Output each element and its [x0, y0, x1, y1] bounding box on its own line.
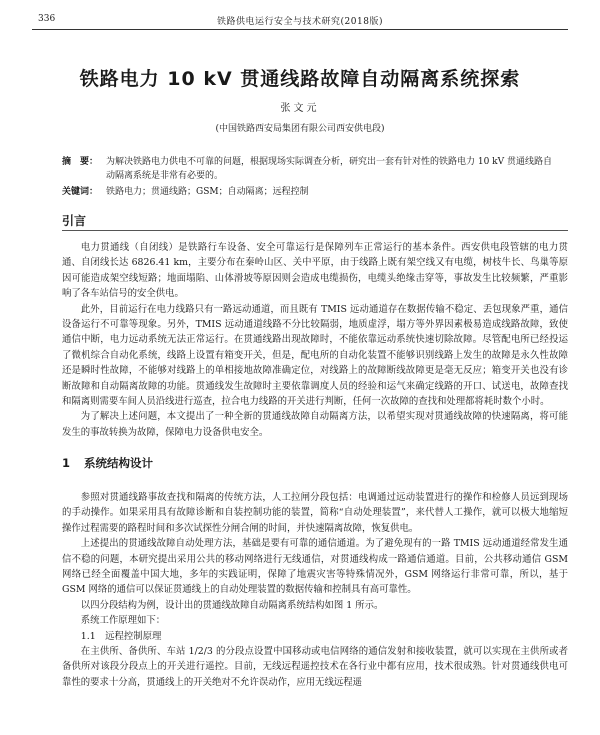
- section-title: 系统结构设计: [84, 456, 153, 470]
- keywords-text: 铁路电力；贯通线路；GSM；自动隔离；远程控制: [106, 187, 309, 197]
- intro-heading: 引言: [62, 214, 87, 228]
- header-rule: [32, 29, 568, 30]
- paragraph: 参照对贯通线路事故查找和隔离的传统方法，人工拉闸分段包括：电调通过远动装置进行的操作和检修人员远到现场的手动操作。如果采用具有故障诊断和自装控制功能的装置，简称“自动处理装置”，来代替人工操作，就可以极大地缩短操作过程需要的路程时间和多次试探性分闸合闸的时间，并快速隔离故障，恢复供电。: [62, 492, 568, 534]
- paragraph: 为了解决上述问题，本文提出了一种全新的贯通线故障自动隔离方法，以希望实现对贯通线故障的快速隔离，将可能发生的事故转换为故障，保障电力设备供电安全。: [62, 411, 568, 438]
- paragraph: 此外，目前运行在电力线路只有一路远动通道，而且既有 TMIS 远动通道存在数据传输不稳定、丢包现象严重，通信设备运行不可靠等现象。另外，TMIS 远动通道线路不分比较隔弱，地质虚浮，塌方等外界因素极易造成线路故障，致使通信中断，电力远动系统无法正常运行。在贯通线路出现故障时，不能依靠远动系统快速切除故障。尽管配电所已经投运了微机综合自动化系统，线路上设置有箱变开关，但是，配电所的自动化装置不能够识别线路上发生的故障是永久性故障还是瞬时性故障，不能够对线路上的单相接地故障准确定位，对线路上的故障断线故障更是毫无反应；箱变开关也没有诊断故障和自动隔离故障的功能。贯通线发生故障时主要依靠调度人员的经验和运气来确定线路的开口、试送电，故障查找和隔离则需要车间人员沿线进行巡查，拉合电力线路的开关进行判断，任何一次故障的查找和处理都将耗时数个小时。: [62, 303, 568, 408]
- keywords: [62, 185, 552, 199]
- paragraph: 在主供所、备供所、车站 1/2/3 的分段点设置中国移动或电信网络的通信发射和接收装置，就可以实现在主供所或者备供所对该段分段点上的开关进行遥控。目前，无线远程遥控技术在各行业中都有应用，技术很成熟。针对贯通线供电可靠性的要求十分高，贯通线上的开关绝对不允许误动作，应用无线远程遥: [62, 646, 568, 688]
- intro-body: [62, 240, 568, 440]
- keywords-label: 关键词：: [62, 187, 99, 197]
- abstract-text: 为解决铁路电力供电不可靠的问题，根据现场实际调查分析，研究出一套有针对性的铁路电力 10 kV 贯通线路自动隔离系统是非常有必要的。: [106, 157, 552, 181]
- paragraph: 上述提出的贯通线故障自动处理方法，基础是要有可靠的通信通道。为了避免现有的一路 TMIS 远动通道经常发生通信不稳的问题，本研究提出采用公共的移动网络进行无线通信，对贯通线构成一路通信通道。目前，公共移动通信 GSM 网络已经全面覆盖中国大地，多年的实践证明，保障了地震灾害等特殊情况外，GSM 网络运行非常可靠，所以，基于 GSM 网络的通信可以保证贯通线上的自动处理装置的数据传输和控制具有高可靠性。: [62, 538, 568, 596]
- subsection-heading: 1.1 远程控制原理: [80, 630, 162, 642]
- abstract-block: [62, 155, 552, 199]
- page-number: 336: [38, 14, 56, 24]
- paper-title: 铁路电力 10 kV 贯通线路故障自动隔离系统探索: [79, 68, 521, 90]
- journal-title: 铁路供电运行安全与技术研究(2018版): [217, 17, 383, 27]
- paragraph: 系统工作原理如下：: [80, 615, 166, 627]
- abstract: [62, 155, 552, 183]
- section-1-body: [62, 490, 568, 690]
- section-1-heading: [62, 455, 153, 471]
- running-header: [32, 8, 568, 30]
- abstract-label: 摘 要：: [62, 157, 99, 167]
- paragraph: 电力贯通线（自闭线）是铁路行车设备、安全可靠运行是保障列车正常运行的基本条件。西安供电段管辖的电力贯通、自闭线长达 6826.41 km，主要分布在秦岭山区、关中平原，由于线路上既有架空线又有电缆，树枝牛长、鸟巢等原因可能造成架空线短路；地面塌陷、山体滑坡等原因则会造成电缆损伤，电缆头绝缘击穿等，事故发生比较频繁，严重影响了各车站信号的安全供电。: [62, 242, 568, 300]
- paragraph: 以四分段结构为例，设计出的贯通线故障自动隔离系统结构如图 1 所示。: [80, 599, 384, 611]
- section-rule: [62, 230, 568, 231]
- section-number: 1: [62, 456, 71, 470]
- affiliation: (中国铁路西安局集团有限公司西安供电段): [215, 124, 385, 134]
- author: 张文元: [280, 103, 320, 114]
